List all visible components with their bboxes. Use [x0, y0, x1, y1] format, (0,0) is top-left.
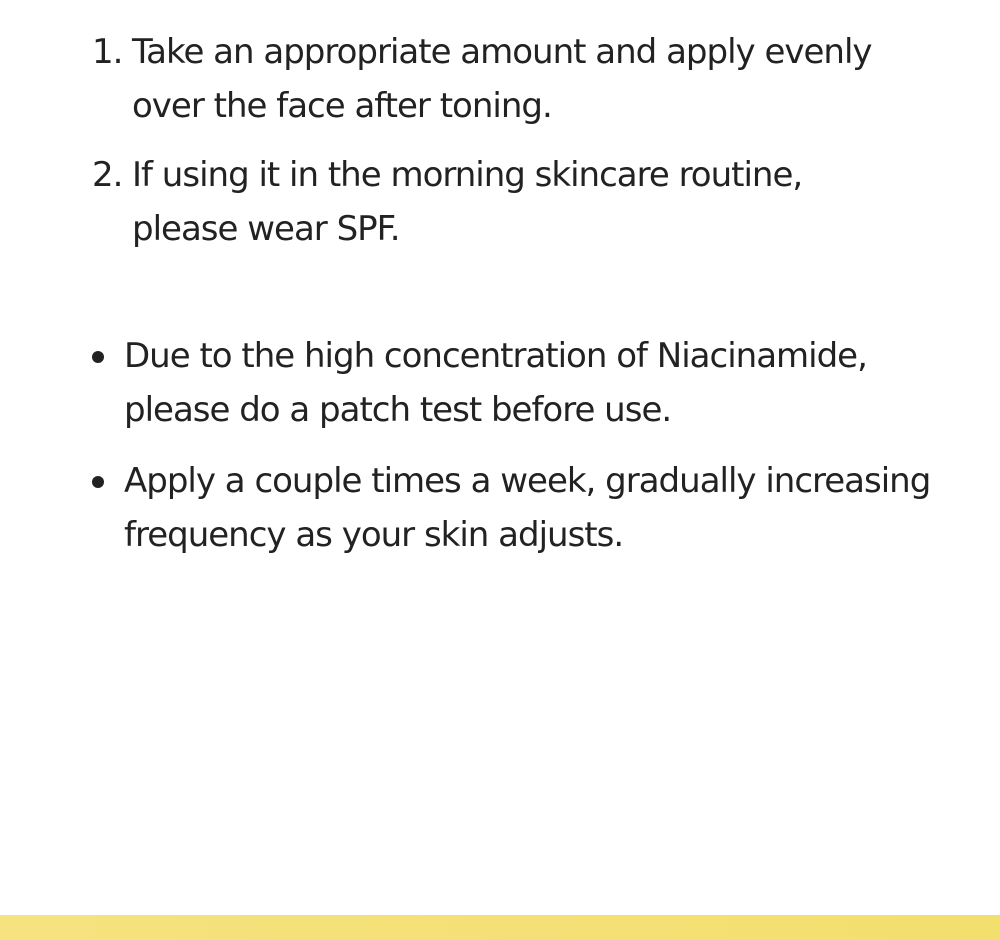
step-number: 1. — [92, 32, 123, 72]
accent-bar — [0, 915, 1000, 940]
step-line: please wear SPF. — [132, 209, 400, 249]
bullet-icon — [92, 351, 104, 363]
note-line: Apply a couple times a week, gradually increasing — [124, 461, 931, 501]
note-text — [90, 329, 867, 437]
step-line: If using it in the morning skincare routine, — [132, 155, 803, 195]
usage-step-2 — [92, 148, 802, 256]
note-line: frequency as your skin adjusts. — [124, 515, 624, 555]
note-text — [90, 454, 930, 562]
bullet-icon — [92, 476, 104, 488]
caution-note-1 — [90, 329, 867, 437]
step-line: Take an appropriate amount and apply evenly — [132, 32, 872, 72]
step-number: 2. — [92, 155, 123, 195]
note-line: please do a patch test before use. — [124, 390, 672, 430]
note-line: Due to the high concentration of Niacinamide, — [124, 336, 867, 376]
step-text — [92, 25, 872, 133]
usage-step-1 — [92, 25, 872, 133]
caution-note-2 — [90, 454, 930, 562]
step-text — [92, 148, 802, 256]
step-line: over the face after toning. — [132, 86, 552, 126]
